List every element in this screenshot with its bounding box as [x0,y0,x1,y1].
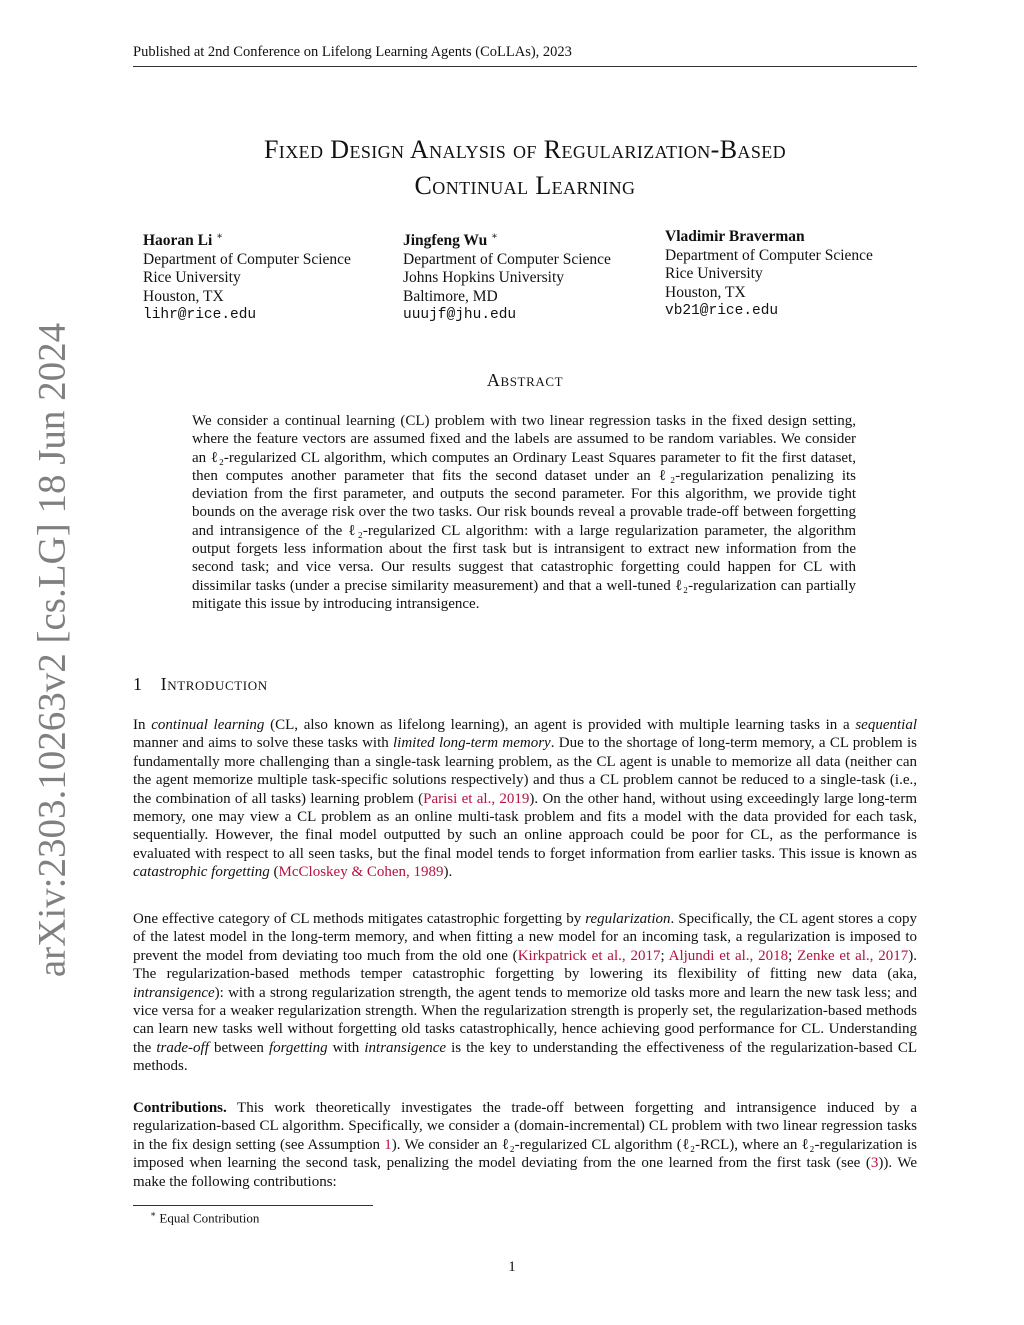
citation-link[interactable]: Aljundi et al., 2018 [668,947,789,964]
citation-link[interactable]: McCloskey & Cohen, 1989 [278,864,444,881]
author-location: Houston, TX [143,287,224,305]
intro-paragraph-2: One effective category of CL methods mitigates catastrophic forgetting by regularization. Specifically, the CL agent stores a copy of the latest model in the long-term memory, and when fitting a new model for an incoming task, a regularization is imposed to prevent the model from deviating too much from the old one (Kirkpatrick et al., 2017; Aljundi et al., 2018; Zenke et al., 2017). The regularization-based methods temper catastrophic forgetting by lowering its flexibility of fitting new data (aka, intransigence): with a strong regularization strength, the agent tends to memorize old tasks more and learn the new task less; and vice versa for a weaker regularization strength. When the regularization strength is properly set, the regularization-based methods can learn new tasks well without forgetting old tasks catastrophically, hence achieving good performance for CL. Understanding the trade-off between forgetting with intransigence is the key to understanding the effectiveness of the regularization-based CL methods. [133,911,917,1075]
author-institution: Rice University [665,265,763,282]
section-title: Introduction [160,674,268,694]
author-email[interactable]: lihr@rice.edu [143,307,257,324]
section-number: 1 [133,674,143,694]
intro-paragraph-1: In continual learning (CL, also known as lifelong learning), an agent is provided with multiple learning tasks in a sequential manner and aims to solve these tasks with limited long-term memory. Due to the shortage of long-term memory, a CL problem is fundamentally more challenging than a single-task learning problem, as the CL agent is unable to memorize all data (neither can the agent memorize multiple task-specific solutions respectively) and thus a CL problem cannot be reduced to a single-task (i.e., the combination of all tasks) learning problem (Parisi et al., 2019). On the other hand, without using exceedingly large long-term memory, one may view a CL problem as an online multi-task problem and fits a model with the data provided for each task, sequentially. However, the final model outputted by such an online approach could be poor for CL, as the performance is evaluated with respect to all seen tasks, but the final model tends to forget information from earlier tasks. This issue is known as catastrophic forgetting (McCloskey & Cohen, 1989). [133,717,918,881]
citation-link[interactable]: Kirkpatrick et al., 2017 [517,947,661,964]
author-email[interactable]: uuujf@jhu.edu [403,307,517,324]
footnote-divider [133,1205,373,1206]
arxiv-identifier: arXiv:2303.10263v2 [cs.LG] 18 Jun 2024 [30,322,74,978]
page-number: 1 [508,1259,516,1275]
citation-link[interactable]: Parisi et al., 2019 [423,790,530,807]
paper-title [133,132,917,204]
author-3 [665,228,873,321]
title-line-1: Fixed Design Analysis of Regularization-Based [263,135,787,164]
author-institution: Rice University [143,269,241,287]
contributions-paragraph: Contributions. This work theoretically investigates the trade-off between forgetting and intransigence induced by a regularization-based CL algorithm. Specifically, we consider a (domain-incremental) CL problem with two linear regression tasks in the fix design setting (see Assumption 1). We consider an ℓ₂-regularized CL algorithm (ℓ₂-RCL), where an ℓ₂-regularization is imposed when learning the second task, penalizing the model deviating from the one learned from the first task (see (3)). We make the following contributions: [133,1100,917,1190]
author-name: Vladimir Braverman [665,228,805,245]
author-dept: Department of Computer Science [403,250,611,268]
title-line-2: Continual Learning [414,171,636,200]
section-heading-introduction [133,674,268,695]
author-name: Haoran Li ∗ [143,231,223,250]
author-dept: Department of Computer Science [143,250,351,268]
abstract-heading: Abstract [486,370,564,390]
author-dept: Department of Computer Science [665,246,873,264]
abstract-text: We consider a continual learning (CL) problem with two linear regression tasks in the fixed design setting, where the feature vectors are assumed fixed and the labels are assumed to be random variables. We consider an ℓ₂-regularized CL algorithm, which computes an Ordinary Least Squares parameter to fit the first dataset, then computes another parameter that fits the second dataset under an ℓ₂-regularization penalizing its deviation from the first parameter, and outputs the second parameter. For this algorithm, we provide tight bounds on the average risk over the two tasks. Our risk bounds reveal a provable trade-off between forgetting and intransigence of the ℓ₂-regularized CL algorithm: with a large regularization parameter, the algorithm output forgets less information about the first task but is intransigent to extract new information from the second task; and vice versa. Our results suggest that catastrophic forgetting could happen for CL with dissimilar tasks (under a precise similarity measurement) and that a well-tuned ℓ₂-regularization can partially mitigate this issue by introducing intransigence. [192,413,856,612]
assumption-reference-link[interactable]: 1 [384,1136,392,1153]
contributions-heading: Contributions. [133,1100,227,1116]
author-location: Baltimore, MD [403,287,498,305]
citation-link[interactable]: Zenke et al., 2017 [797,947,909,964]
equation-reference-link[interactable]: 3 [870,1155,879,1172]
author-2 [403,228,611,325]
author-name: Jingfeng Wu ∗ [403,231,498,250]
author-email[interactable]: vb21@rice.edu [665,303,779,319]
footnote: ∗ Equal Contribution [150,1209,260,1226]
author-1 [143,228,351,325]
author-institution: Johns Hopkins University [403,269,565,287]
running-header: Published at 2nd Conference on Lifelong Learning Agents (CoLLAs), 2023 [133,44,917,67]
author-location: Houston, TX [665,283,746,301]
